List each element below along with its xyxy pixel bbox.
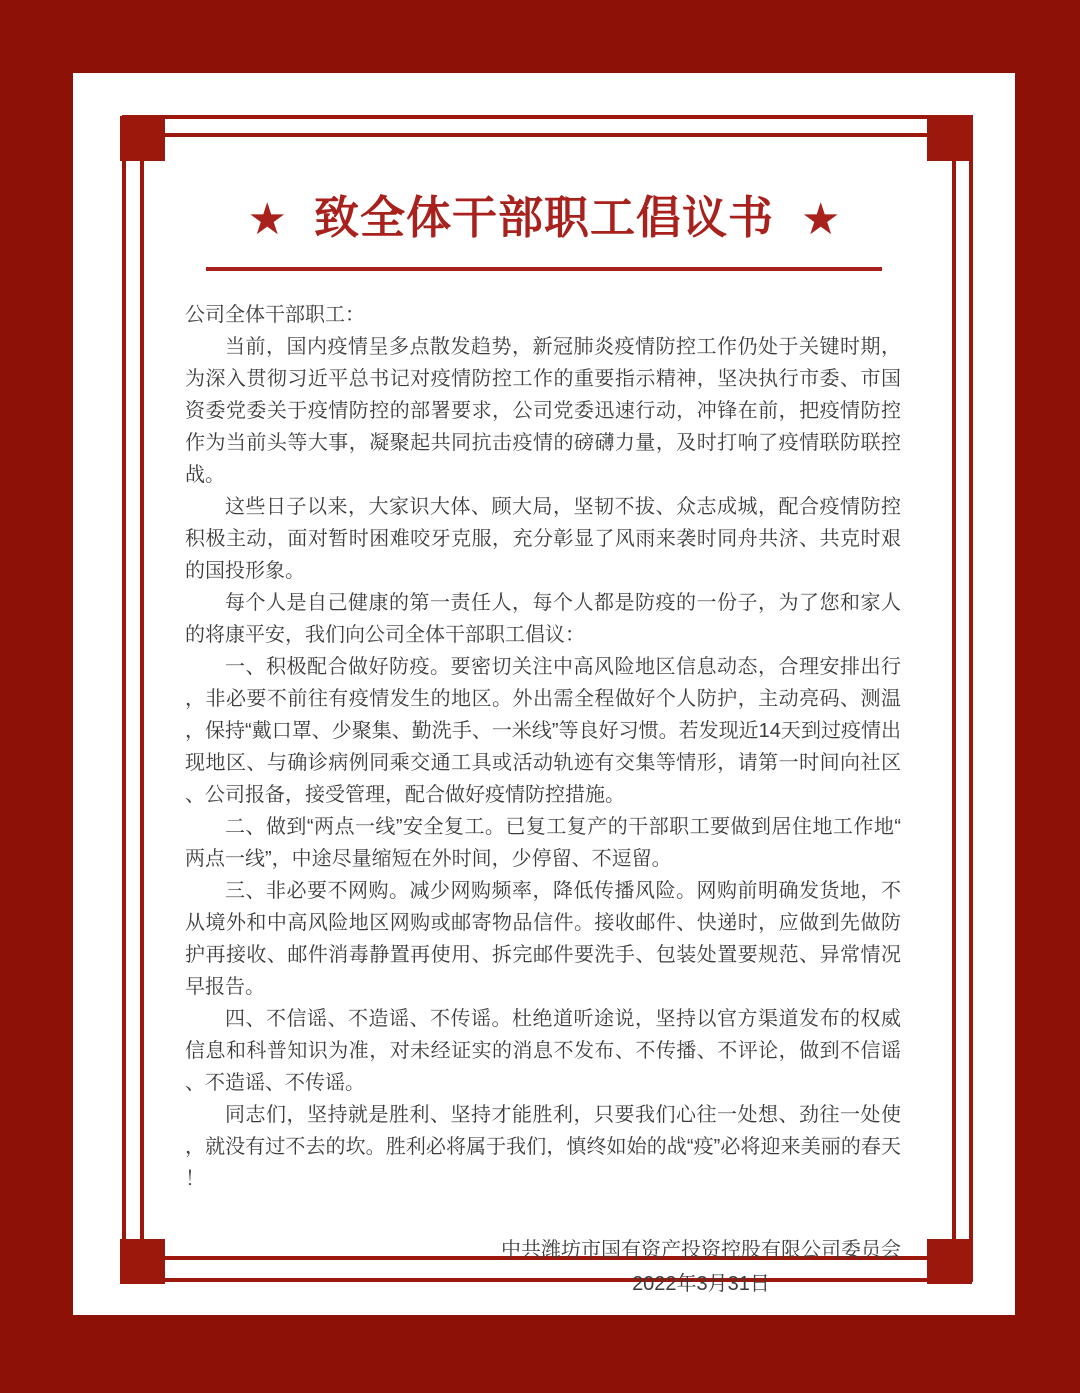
title-row xyxy=(73,193,1015,243)
body-paragraph: 当前，国内疫情呈多点散发趋势，新冠肺炎疫情防控工作仍处于关键时期，为深入贯彻习近平总书记对疫情防控工作的重要指示精神，坚决执行市委、市国资委党委关于疫情防控的部署要求，公司党委迅速行动，冲锋在前，把疫情防控作为当前头等大事，凝聚起共同抗击疫情的磅礴力量，及时打响了疫情联防联控战。 xyxy=(185,336,901,486)
body-paragraph: 二、做到“两点一线”安全复工。已复工复产的干部职工要做到居住地工作地“两点一线”，中途尽量缩短在外时间，少停留、不逗留。 xyxy=(185,816,901,870)
corner-square-top-left xyxy=(120,116,165,161)
signatory-name: 中共潍坊市国有资产投资控股有限公司委员会 xyxy=(501,1239,901,1261)
document-body xyxy=(185,299,901,1301)
signature-block xyxy=(501,1233,901,1301)
star-icon: ★ xyxy=(247,194,287,244)
body-paragraph: 四、不信谣、不造谣、不传谣。杜绝道听途说，坚持以官方渠道发布的权威信息和科普知识为准，对未经证实的消息不发布、不传播、不评论，做到不信谣、不造谣、不传谣。 xyxy=(185,1008,901,1094)
document-page xyxy=(73,73,1015,1315)
corner-square-bottom-right xyxy=(927,1239,972,1284)
salutation: 公司全体干部职工： xyxy=(185,304,365,326)
body-paragraph: 同志们，坚持就是胜利、坚持才能胜利，只要我们心往一处想、劲往一处使，就没有过不去的坎。胜利必将属于我们，慎终如始的战“疫”必将迎来美丽的春天！ xyxy=(185,1104,901,1190)
corner-square-top-right xyxy=(927,116,972,161)
corner-square-bottom-left xyxy=(120,1239,165,1284)
title-underline xyxy=(206,267,882,271)
body-paragraph: 这些日子以来，大家识大体、顾大局，坚韧不拔、众志成城，配合疫情防控积极主动，面对暂时困难咬牙克服，充分彰显了风雨来袭时同舟共济、共克时艰的国投形象。 xyxy=(185,496,901,582)
body-paragraph: 每个人是自己健康的第一责任人，每个人都是防疫的一份子，为了您和家人的将康平安，我们向公司全体干部职工倡议： xyxy=(185,592,901,646)
star-icon: ★ xyxy=(801,194,841,244)
signature-date: 2022年3月31日 xyxy=(632,1273,770,1295)
body-paragraph: 一、积极配合做好防疫。要密切关注中高风险地区信息动态，合理安排出行，非必要不前往有疫情发生的地区。外出需全程做好个人防护，主动亮码、测温，保持“戴口罩、少聚集、勤洗手、一米线”等良好习惯。若发现近14天到过疫情出现地区、与确诊病例同乘交通工具或活动轨迹有交集等情形，请第一时间向社区、公司报备，接受管理，配合做好疫情防控措施。 xyxy=(185,656,901,806)
document-title: 致全体干部职工倡议书 xyxy=(313,192,774,243)
body-paragraph: 三、非必要不网购。减少网购频率，降低传播风险。网购前明确发货地，不从境外和中高风险地区网购或邮寄物品信件。接收邮件、快递时，应做到先做防护再接收、邮件消毒静置再使用、拆完邮件要洗手、包装处置要规范、异常情况早报告。 xyxy=(185,880,901,998)
